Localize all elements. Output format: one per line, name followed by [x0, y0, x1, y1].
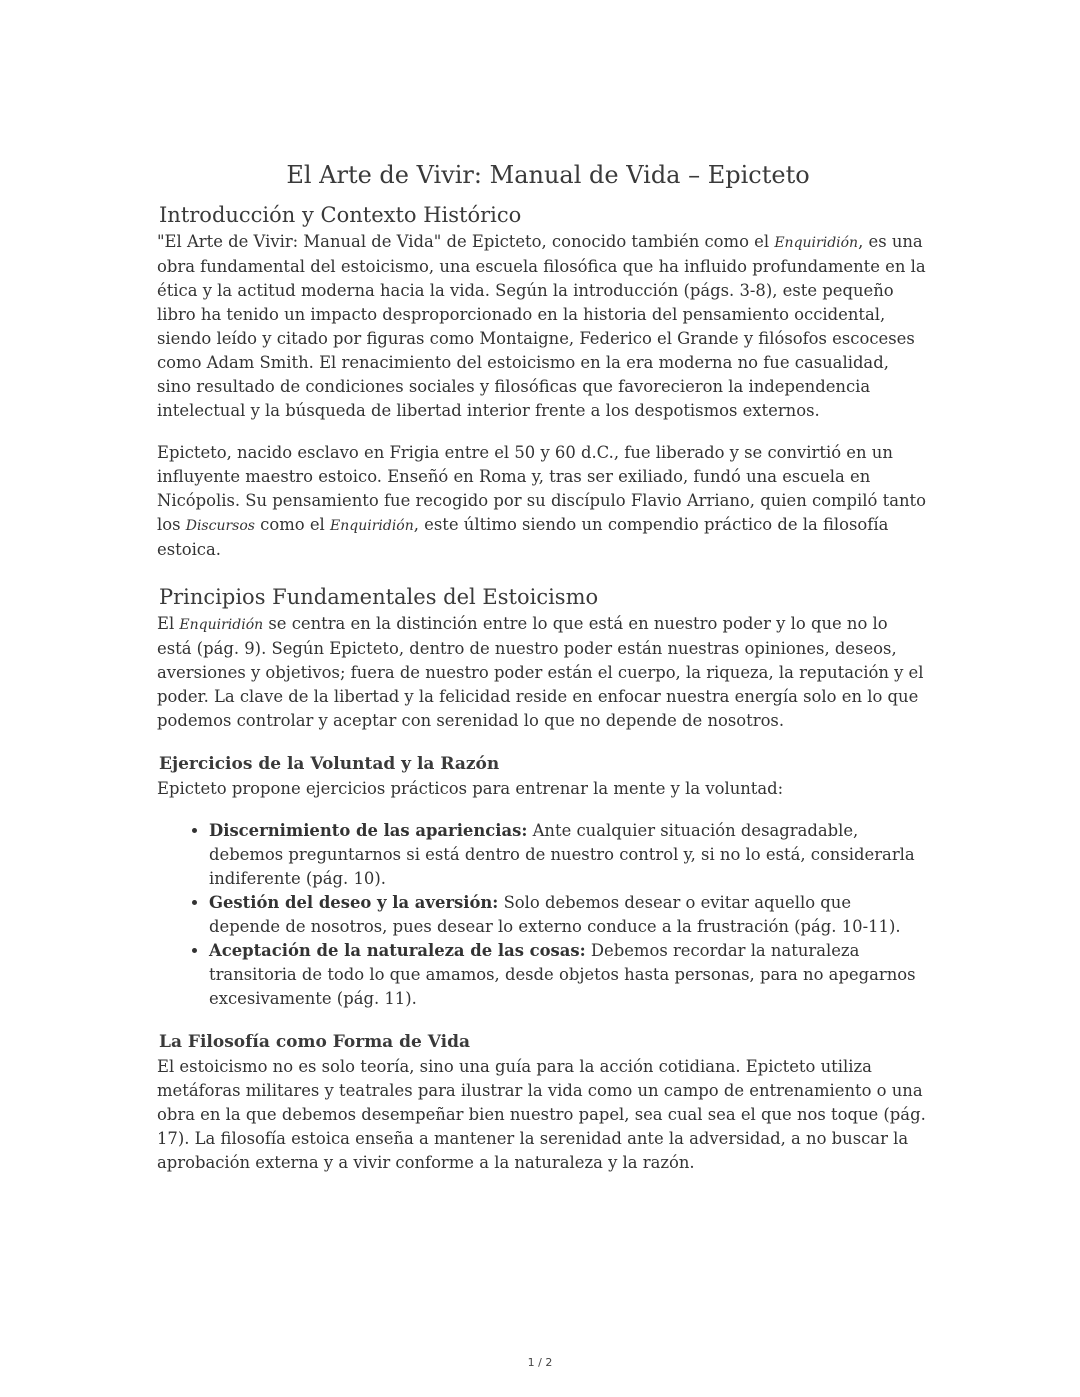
intro-paragraph-2: Epicteto, nacido esclavo en Frigia entre el 50 y 60 d.C., fue liberado y se convirtió en un influyente maestro estoico. Enseñó en Roma y, tras ser exiliado, fundó una escuela en Nicópolis. Su pensamiento fue recogido por su discípulo Flavio Arriano, quien compiló tanto los Discursos como el Enquiridión, este último siendo un compendio práctico de la filosofía estoica.	[157, 443, 926, 559]
exercises-list	[157, 819, 927, 1011]
philosophy-paragraph: El estoicismo no es solo teoría, sino una guía para la acción cotidiana. Epicteto utiliza metáforas militares y teatrales para ilustrar la vida como un campo de entrenamiento o una obra en la que debemos desempeñar bien nuestro papel, sea cual sea el que nos toque (pág. 17). La filosofía estoica enseña a mantener la serenidad ante la adversidad, a no buscar la aprobación externa y a vivir conforme a la naturaleza y la razón.	[157, 1057, 926, 1172]
exercises-intro: Epicteto propone ejercicios prácticos para entrenar la mente y la voluntad:	[157, 779, 784, 798]
list-item: • Aceptación de la naturaleza de las cosas: Debemos recordar la naturaleza transitoria de todo lo que amamos, desde objetos hasta personas, para no apegarnos excesivamente (pág. 11).	[209, 939, 927, 1011]
page-indicator: 1 / 2	[527, 1356, 553, 1369]
section-heading-philosophy: La Filosofía como Forma de Vida	[159, 1032, 470, 1052]
intro-paragraph-1: "El Arte de Vivir: Manual de Vida" de Epicteto, conocido también como el Enquiridión, es una obra fundamental del estoicismo, una escuela filosófica que ha influido profundamente en la ética y la actitud moderna hacia la vida. Según la introducción (págs. 3-8), este pequeño libro ha tenido un impacto desproporcionado en la historia del pensamiento occidental, siendo leído y citado por figuras como Montaigne, Federico el Grande y filósofos escoceses como Adam Smith. El renacimiento del estoicismo en la era moderna no fue casualidad, sino resultado de condiciones sociales y filosóficas que favorecieron la independencia intelectual y la búsqueda de libertad interior frente a los despotismos externos.	[157, 232, 926, 420]
list-item: • Gestión del deseo y la aversión: Solo debemos desear o evitar aquello que depende de nosotros, pues desear lo externo conduce a la frustración (pág. 10-11).	[209, 891, 927, 939]
section-heading-principles: Principios Fundamentales del Estoicismo	[159, 585, 599, 609]
list-item: • Discernimiento de las apariencias: Ante cualquier situación desagradable, debemos preguntarnos si está dentro de nuestro control y, si no lo está, considerarla indiferente (pág. 10).	[209, 819, 927, 891]
section-heading-exercises: Ejercicios de la Voluntad y la Razón	[159, 754, 500, 774]
principles-paragraph: El Enquiridión se centra en la distinción entre lo que está en nuestro poder y lo que no lo está (pág. 9). Según Epicteto, dentro de nuestro poder están nuestras opiniones, deseos, aversiones y objetivos; fuera de nuestro poder están el cuerpo, la riqueza, la reputación y el poder. La clave de la libertad y la felicidad reside en enfocar nuestra energía solo en lo que podemos controlar y aceptar con serenidad lo que no depende de nosotros.	[157, 614, 924, 730]
document-title: El Arte de Vivir: Manual de Vida – Epicteto	[286, 161, 810, 189]
section-heading-intro: Introducción y Contexto Histórico	[159, 203, 522, 227]
document-page	[157, 158, 927, 1175]
